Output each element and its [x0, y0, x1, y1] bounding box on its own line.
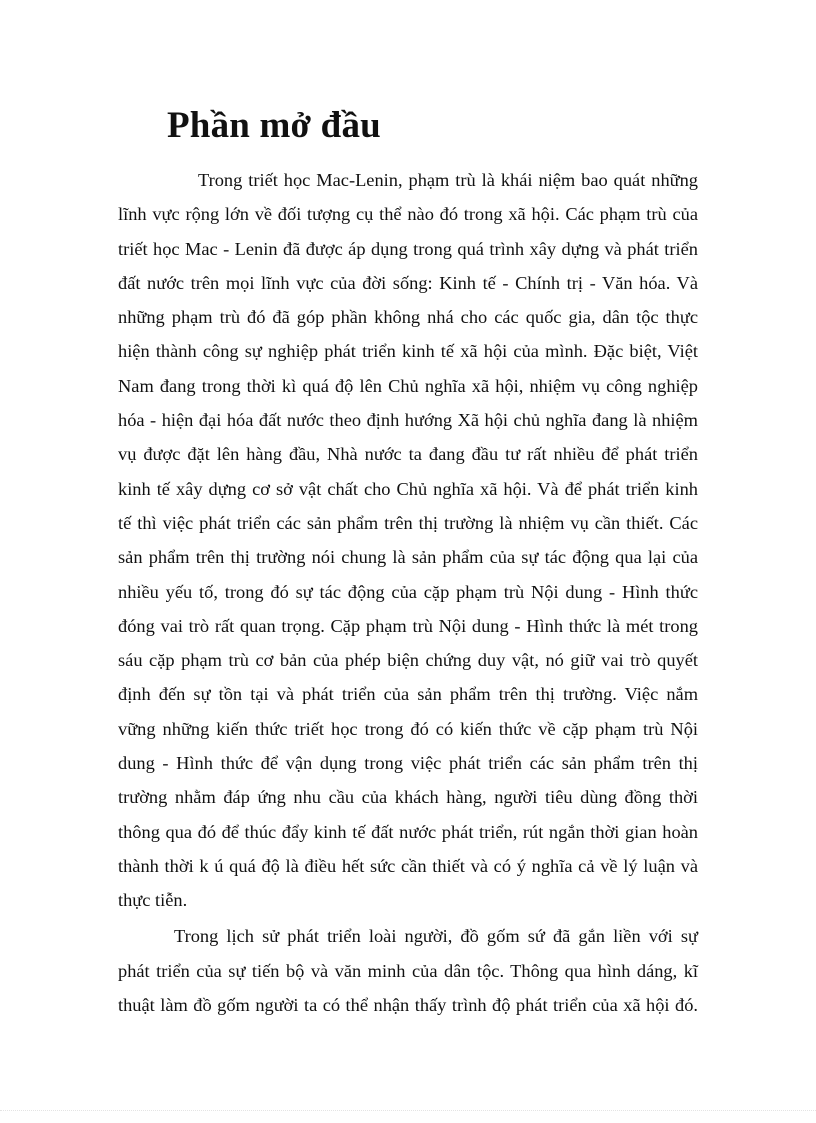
paragraph-1-line: đóng vai trò rất quan trọng. Cặp phạm trù Nội dung - Hình thức là mét trong [118, 615, 698, 636]
paragraph-1 [118, 163, 698, 919]
paragraph-1-line: vụ được đặt lên hàng đầu, Nhà nước ta đang đầu tư rất nhiều để phát triển [118, 444, 698, 465]
paragraph-1-line: đất nước trên mọi lĩnh vực của đời sống: Kinh tế - Chính trị - Văn hóa. Và [118, 272, 698, 293]
paragraph-1-line: thành thời k ú quá độ là điều hết sức cần thiết và có ý nghĩa cả về lý luận và [118, 855, 698, 876]
paragraph-1-line: tế thì việc phát triển các sản phẩm trên thị trường là nhiệm vụ cần thiết. Các [118, 512, 698, 533]
paragraph-2-line: phát triển của sự tiến bộ và văn minh của dân tộc. Thông qua hình dáng, kĩ [118, 960, 698, 981]
paragraph-1-line: Trong triết học Mac-Lenin, phạm trù là khái niệm bao quát những [198, 170, 698, 190]
paragraph-1-line: dung - Hình thức để vận dụng trong việc phát triển các sản phẩm trên thị [118, 753, 698, 774]
page-bottom-divider [0, 1110, 816, 1111]
paragraph-1-line: lĩnh vực rộng lớn về đối tượng cụ thể nào đó trong xã hội. Các phạm trù của [118, 204, 698, 225]
paragraph-1-line: thông qua đó để thúc đẩy kinh tế đất nước phát triển, rút ngắn thời gian hoàn [118, 821, 698, 842]
paragraph-1-line: những phạm trù đó đã góp phần không nhá cho các quốc gia, dân tộc thực [118, 307, 698, 328]
paragraph-1-line: định đến sự tồn tại và phát triển của sản phẩm trên thị trường. Việc nắm [118, 684, 698, 705]
body-text [118, 163, 698, 1022]
paragraph-1-line: Nam đang trong thời kì quá độ lên Chủ nghĩa xã hội, nhiệm vụ công nghiệp [118, 375, 698, 396]
paragraph-1-line: hiện thành công sự nghiệp phát triển kinh tế xã hội của mình. Đặc biệt, Việt [118, 341, 698, 362]
paragraph-1-line: sáu cặp phạm trù cơ bản của phép biện chứng duy vật, nó giữ vai trò quyết [118, 650, 698, 671]
page-title: Phần mở đầu [167, 105, 381, 146]
paragraph-2-line: thuật làm đồ gốm người ta có thể nhận thấy trình độ phát triển của xã hội đó. [118, 994, 698, 1015]
paragraph-1-line: kinh tế xây dựng cơ sở vật chất cho Chủ nghĩa xã hội. Và để phát triển kinh [118, 478, 698, 499]
paragraph-1-line: sản phẩm trên thị trường nói chung là sản phẩm của sự tác động qua lại của [118, 547, 698, 568]
paragraph-1-line: triết học Mac - Lenin đã được áp dụng trong quá trình xây dựng và phát triển [118, 238, 698, 259]
paragraph-1-line: nhiều yếu tố, trong đó sự tác động của cặp phạm trù Nội dung - Hình thức [118, 581, 698, 602]
paragraph-2-line: Trong lịch sử phát triển loài người, đồ gốm sứ đã gắn liền với sự [174, 926, 698, 947]
paragraph-1-line: thực tiễn. [118, 890, 188, 911]
paragraph-1-line: vững những kiến thức triết học trong đó có kiến thức về cặp phạm trù Nội [118, 718, 698, 739]
paragraph-2 [118, 919, 698, 1022]
paragraph-1-line: trường nhằm đáp ứng nhu cầu của khách hàng, người tiêu dùng đồng thời [118, 787, 698, 808]
paragraph-1-line: hóa - hiện đại hóa đất nước theo định hướng Xã hội chủ nghĩa đang là nhiệm [118, 410, 698, 431]
